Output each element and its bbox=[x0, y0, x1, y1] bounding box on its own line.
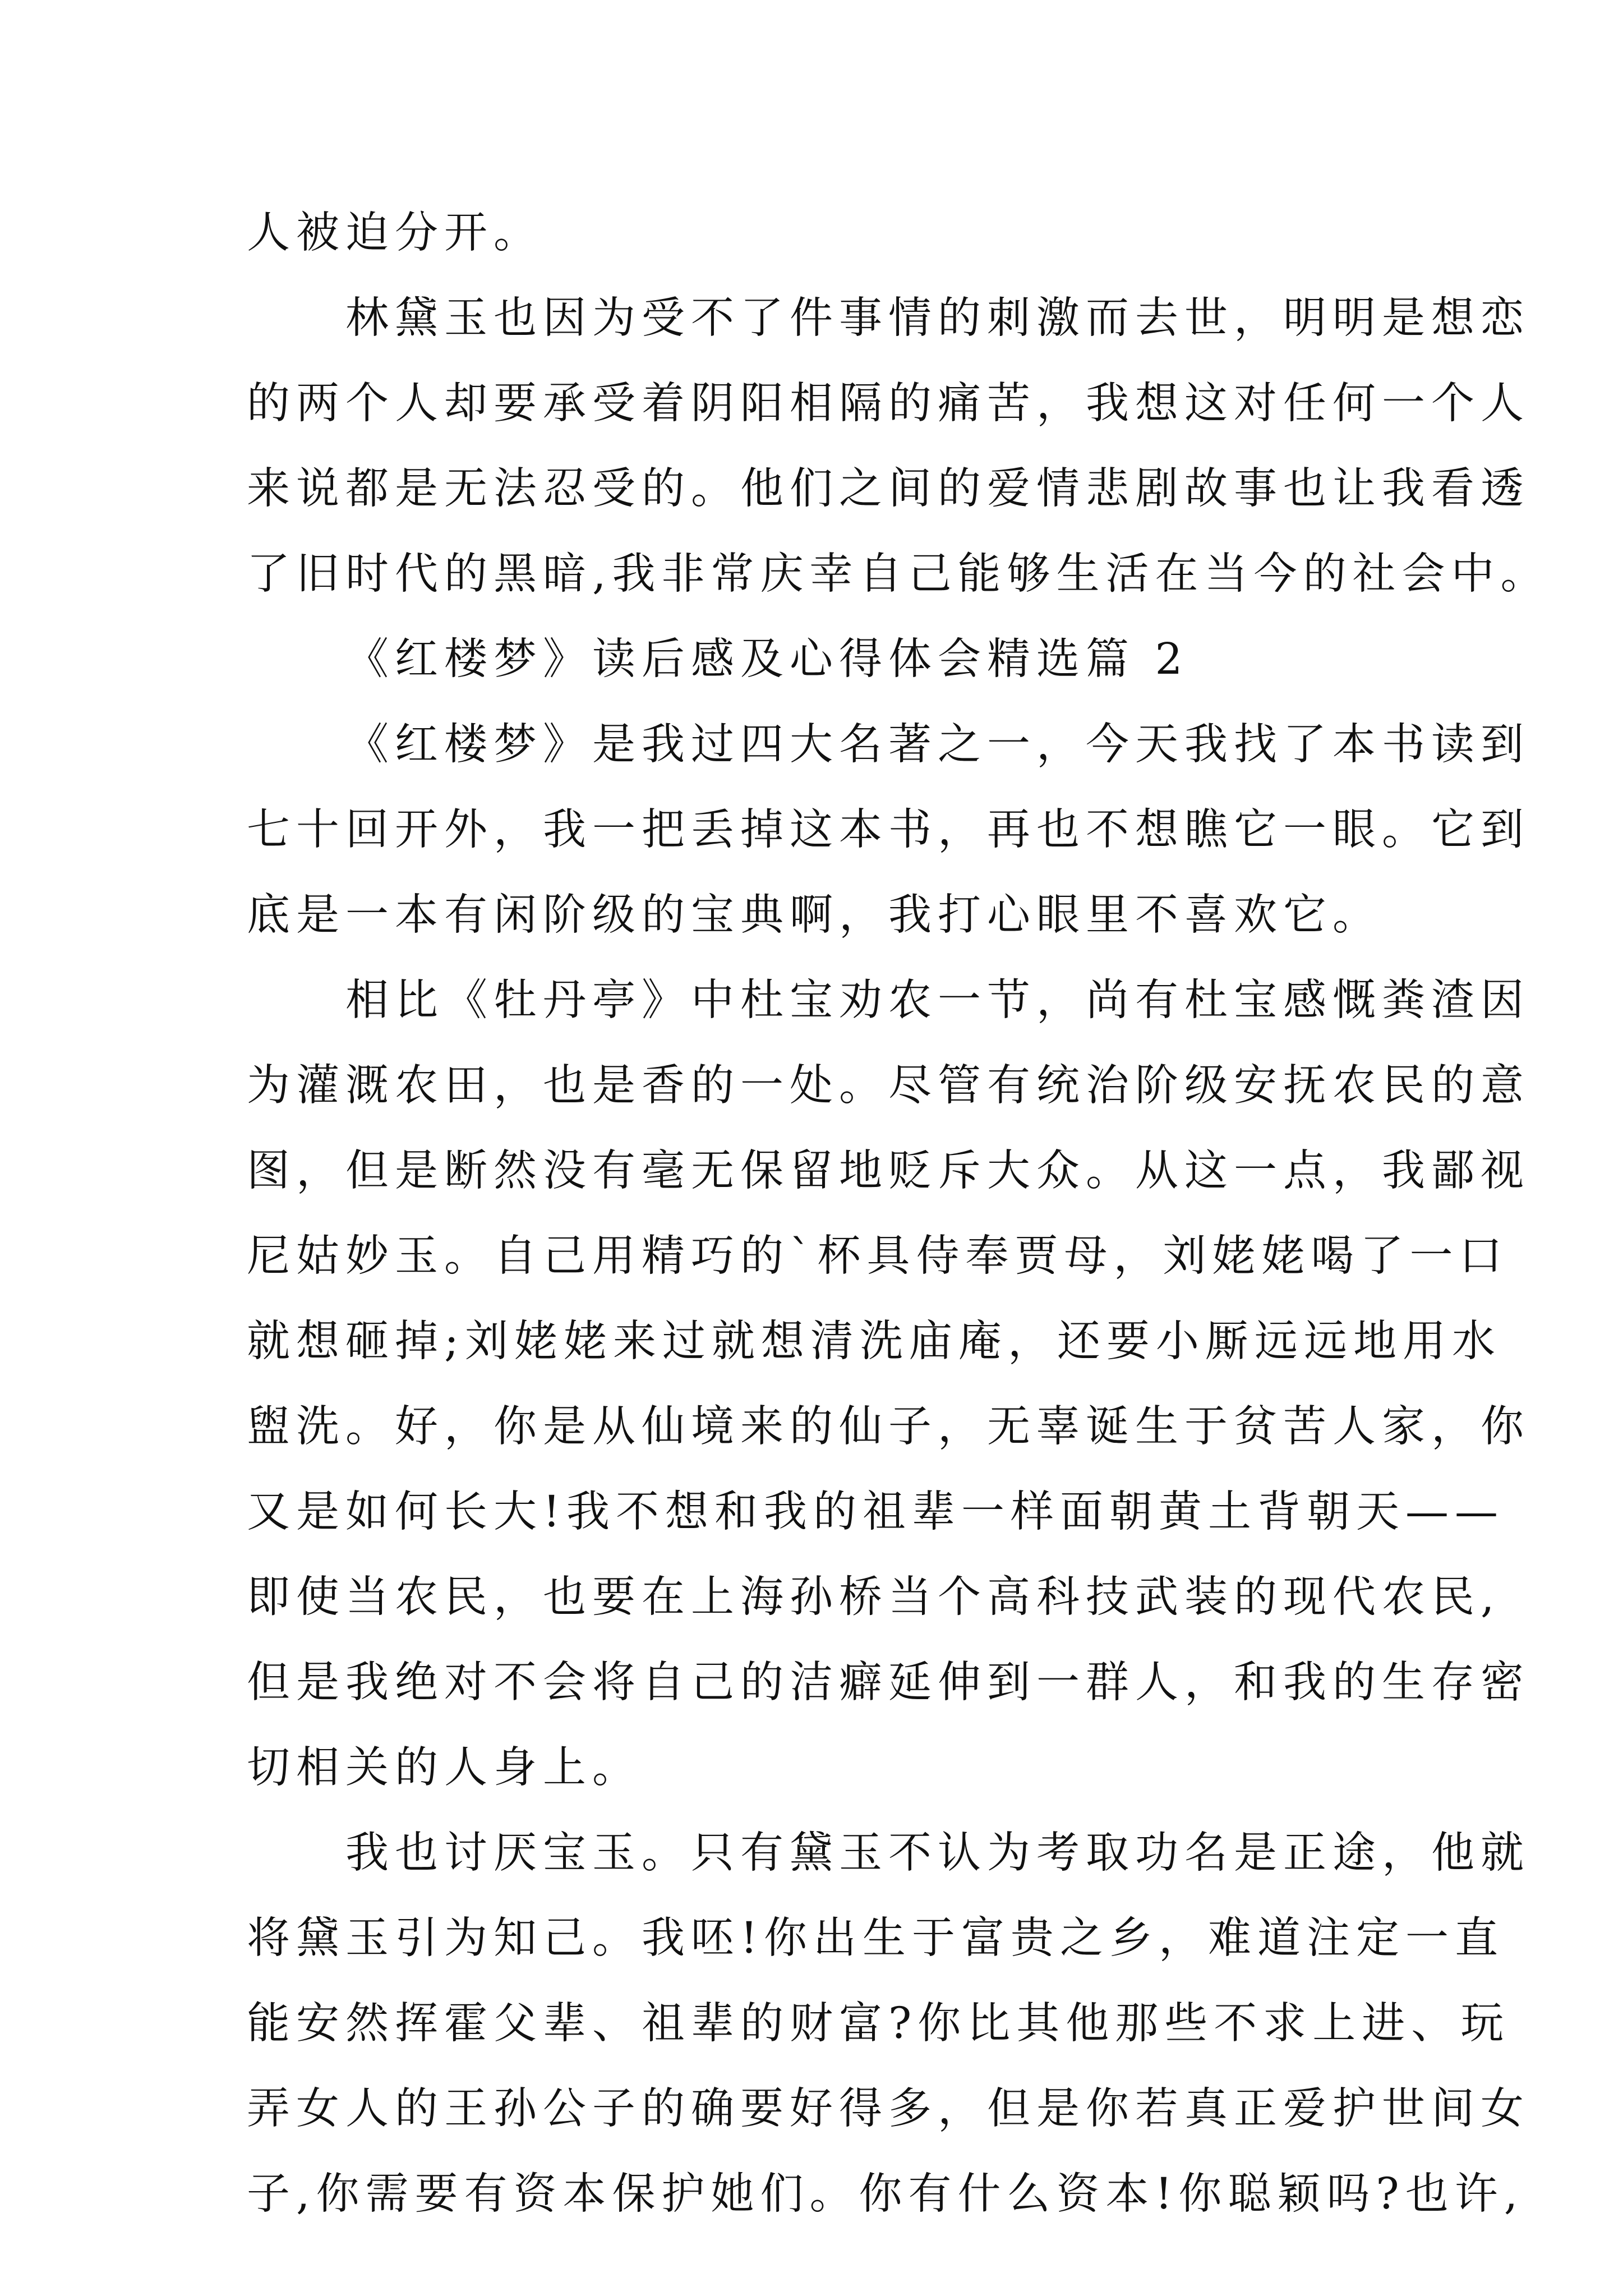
text-line: 即使当农民，也要在上海孙桥当个高科技武装的现代农民, bbox=[247, 1572, 1501, 1622]
text-line: 《红楼梦》是我过四大名著之一，今天我找了本书读到 bbox=[345, 720, 1530, 770]
text-line: 七十回开外，我一把丢掉这本书，再也不想瞧它一眼。它到 bbox=[247, 805, 1530, 855]
text-line: 但是我绝对不会将自己的洁癖延伸到一群人，和我的生存密 bbox=[247, 1658, 1530, 1708]
text-line: 相比《牡丹亭》中杜宝劝农一节，尚有杜宝感慨粪渣因 bbox=[345, 976, 1530, 1025]
text-line: 图，但是断然没有毫无保留地贬斥大众。从这一点，我鄙视 bbox=[247, 1146, 1530, 1196]
text-line: 《红楼梦》读后感及心得体会精选篇 2 bbox=[345, 634, 1189, 684]
text-line: 人被迫分开。 bbox=[247, 208, 543, 258]
text-line: 的两个人却要承受着阴阳相隔的痛苦，我想这对任何一个人 bbox=[247, 379, 1530, 429]
text-line: 来说都是无法忍受的。他们之间的爱情悲剧故事也让我看透 bbox=[247, 464, 1530, 514]
text-line: 子,你需要有资本保护她们。你有什么资本!你聪颖吗?也许, bbox=[247, 2169, 1524, 2219]
text-line: 尼姑妙玉。自己用精巧的`杯具侍奉贾母，刘姥姥喝了一口 bbox=[247, 1231, 1509, 1281]
document-body bbox=[247, 191, 1550, 2237]
text-line: 切相关的人身上。 bbox=[247, 1743, 642, 1793]
text-line: 将黛玉引为知己。我呸!你出生于富贵之乡，难道注定一直 bbox=[247, 1913, 1504, 1963]
text-line: 盥洗。好，你是从仙境来的仙子，无辜诞生于贫苦人家，你 bbox=[247, 1402, 1530, 1452]
text-line: 林黛玉也因为受不了件事情的刺激而去世，明明是想恋 bbox=[345, 293, 1530, 343]
text-line: 底是一本有闲阶级的宝典啊，我打心眼里不喜欢它。 bbox=[247, 890, 1382, 940]
text-line: 又是如何长大!我不想和我的祖辈一样面朝黄土背朝天—— bbox=[247, 1487, 1504, 1537]
text-line: 我也讨厌宝玉。只有黛玉不认为考取功名是正途，他就 bbox=[345, 1828, 1530, 1878]
text-line: 弄女人的王孙公子的确要好得多，但是你若真正爱护世间女 bbox=[247, 2084, 1530, 2134]
text-line: 能安然挥霍父辈、祖辈的财富?你比其他那些不求上进、玩 bbox=[247, 1999, 1510, 2049]
text-line: 为灌溉农田，也是香的一处。尽管有统治阶级安抚农民的意 bbox=[247, 1061, 1530, 1111]
text-line: 就想砸掉;刘姥姥来过就想清洗庙庵，还要小厮远远地用水 bbox=[247, 1317, 1501, 1366]
text-line: 了旧时代的黑暗,我非常庆幸自己能够生活在当今的社会中。 bbox=[247, 549, 1550, 599]
